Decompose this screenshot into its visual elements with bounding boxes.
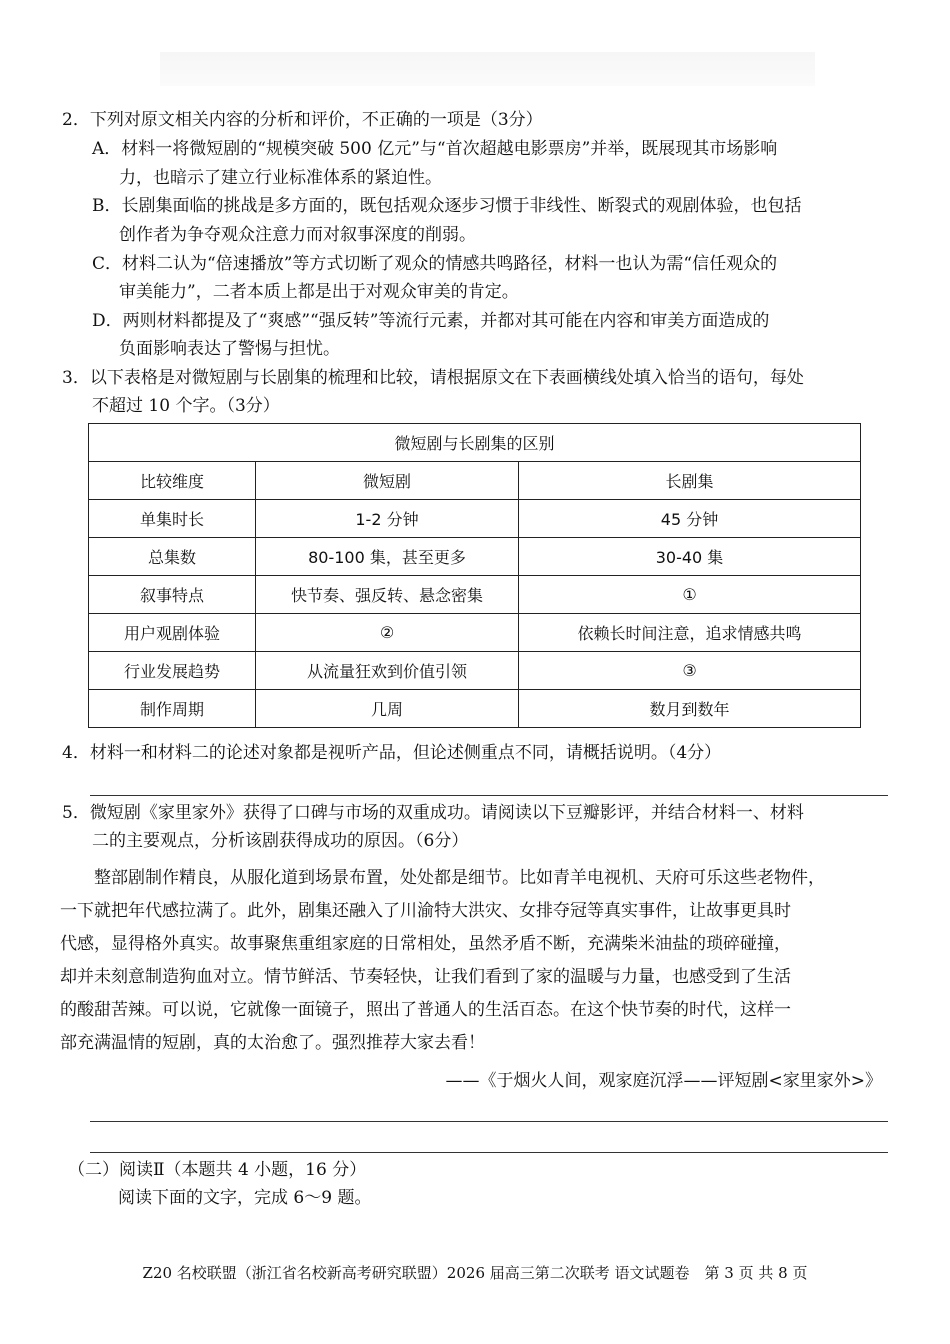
q4-stem: 4．材料一和材料二的论述对象都是视听产品，但论述侧重点不同，请概括说明。（4分） <box>62 743 722 763</box>
review-line: 整部剧制作精良，从服化道到场景布置，处处都是细节。比如青羊电视机、天府可乐这些老物件， <box>60 868 825 888</box>
table-cell: 制作周期 <box>89 690 256 728</box>
table-caption: 微短剧与长剧集的区别 <box>89 424 861 462</box>
review-line: 部充满温情的短剧，真的太治愈了。强烈推荐大家去看！ <box>60 1033 485 1053</box>
table-header-row <box>89 462 861 500</box>
q2-option-d-line1: D．两则材料都提及了“爽感”“强反转”等流行元素，并都对其可能在内容和审美方面造成的 <box>92 311 770 331</box>
q3-stem-line1: 3．以下表格是对微短剧与长剧集的梳理和比较，请根据原文在下表画横线处填入恰当的语句，每处 <box>62 368 804 388</box>
review-line: 代感，显得格外真实。故事聚焦重组家庭的日常相处，虽然矛盾不断，充满柴米油盐的琐碎碰撞， <box>60 934 791 954</box>
table-row <box>89 652 861 690</box>
q2-option-d-line2: 负面影响表达了警惕与担忧。 <box>119 339 340 359</box>
table-cell: 45 分钟 <box>519 500 861 538</box>
review-line: 的酸甜苦辣。可以说，它就像一面镜子，照出了普通人的生活百态。在这个快节奏的时代，这样一 <box>60 1000 791 1020</box>
table-cell: 80-100 集，甚至更多 <box>256 538 519 576</box>
table-cell: 从流量狂欢到价值引领 <box>256 652 519 690</box>
q5-stem-line2: 二的主要观点，分析该剧获得成功的原因。（6分） <box>92 831 469 851</box>
q2-option-c-line1: C．材料二认为“倍速播放”等方式切断了观众的情感共鸣路径，材料一也认为需“信任观众的 <box>92 254 778 274</box>
table-cell: 快节奏、强反转、悬念密集 <box>256 576 519 614</box>
table-cell: 单集时长 <box>89 500 256 538</box>
table-cell: 依赖长时间注意，追求情感共鸣 <box>519 614 861 652</box>
header-micro-drama: 微短剧 <box>256 462 519 500</box>
q4-answer-line <box>90 795 888 796</box>
review-line: 一下就把年代感拉满了。此外，剧集还融入了川渝特大洪灾、女排夺冠等真实事件，让故事更具时 <box>60 901 791 921</box>
blank-3-cell: ③ <box>519 652 861 690</box>
header-dimension: 比较维度 <box>89 462 256 500</box>
q5-answer-line-1 <box>90 1121 888 1122</box>
top-scan-band <box>160 52 815 86</box>
comparison-table <box>88 423 861 728</box>
q2-stem: 2．下列对原文相关内容的分析和评价，不正确的一项是（3分） <box>62 110 543 130</box>
q3-stem-line2: 不超过 10 个字。（3分） <box>92 396 280 416</box>
table-row <box>89 576 861 614</box>
table-row <box>89 538 861 576</box>
review-source: ——《于烟火人间，观家庭沉浮——评短剧<家里家外>》 <box>445 1071 882 1091</box>
table-caption-row <box>89 424 861 462</box>
q2-option-b-line2: 创作者为争夺观众注意力而对叙事深度的削弱。 <box>119 225 476 245</box>
header-long-drama: 长剧集 <box>519 462 861 500</box>
table-cell: 几周 <box>256 690 519 728</box>
review-line: 却并未刻意制造狗血对立。情节鲜活、节奏轻快，让我们看到了家的温暖与力量，也感受到了生活 <box>60 967 791 987</box>
table-cell: 行业发展趋势 <box>89 652 256 690</box>
table-cell: 总集数 <box>89 538 256 576</box>
q2-option-a-line2: 力，也暗示了建立行业标准体系的紧迫性。 <box>119 168 442 188</box>
review-text <box>60 862 890 1060</box>
table-row <box>89 500 861 538</box>
table-cell: 用户观剧体验 <box>89 614 256 652</box>
table-cell: 数月到数年 <box>519 690 861 728</box>
blank-1-cell: ① <box>519 576 861 614</box>
section-instruction: 阅读下面的文字，完成 6～9 题。 <box>118 1188 372 1208</box>
table-row <box>89 690 861 728</box>
q2-option-b-line1: B．长剧集面临的挑战是多方面的，既包括观众逐步习惯于非线性、断裂式的观剧体验，也包括 <box>92 196 802 216</box>
q5-stem-line1: 5．微短剧《家里家外》获得了口碑与市场的双重成功。请阅读以下豆瓣影评，并结合材料一、材料 <box>62 803 804 823</box>
table-row <box>89 614 861 652</box>
q2-option-c-line2: 审美能力”，二者本质上都是出于对观众审美的肯定。 <box>119 282 519 302</box>
q2-option-a-line1: A．材料一将微短剧的“规模突破 500 亿元”与“首次超越电影票房”并举，既展现其市场影响 <box>92 139 778 159</box>
page-footer: Z20 名校联盟（浙江省名校新高考研究联盟）2026 届高三第二次联考 语文试题卷 第 3 页 共 8 页 <box>142 1264 808 1282</box>
table-cell: 30-40 集 <box>519 538 861 576</box>
q5-answer-line-2 <box>90 1152 888 1153</box>
section-title: （二）阅读Ⅱ（本题共 4 小题，16 分） <box>68 1160 367 1180</box>
table-cell: 叙事特点 <box>89 576 256 614</box>
blank-2-cell: ② <box>256 614 519 652</box>
table-cell: 1-2 分钟 <box>256 500 519 538</box>
